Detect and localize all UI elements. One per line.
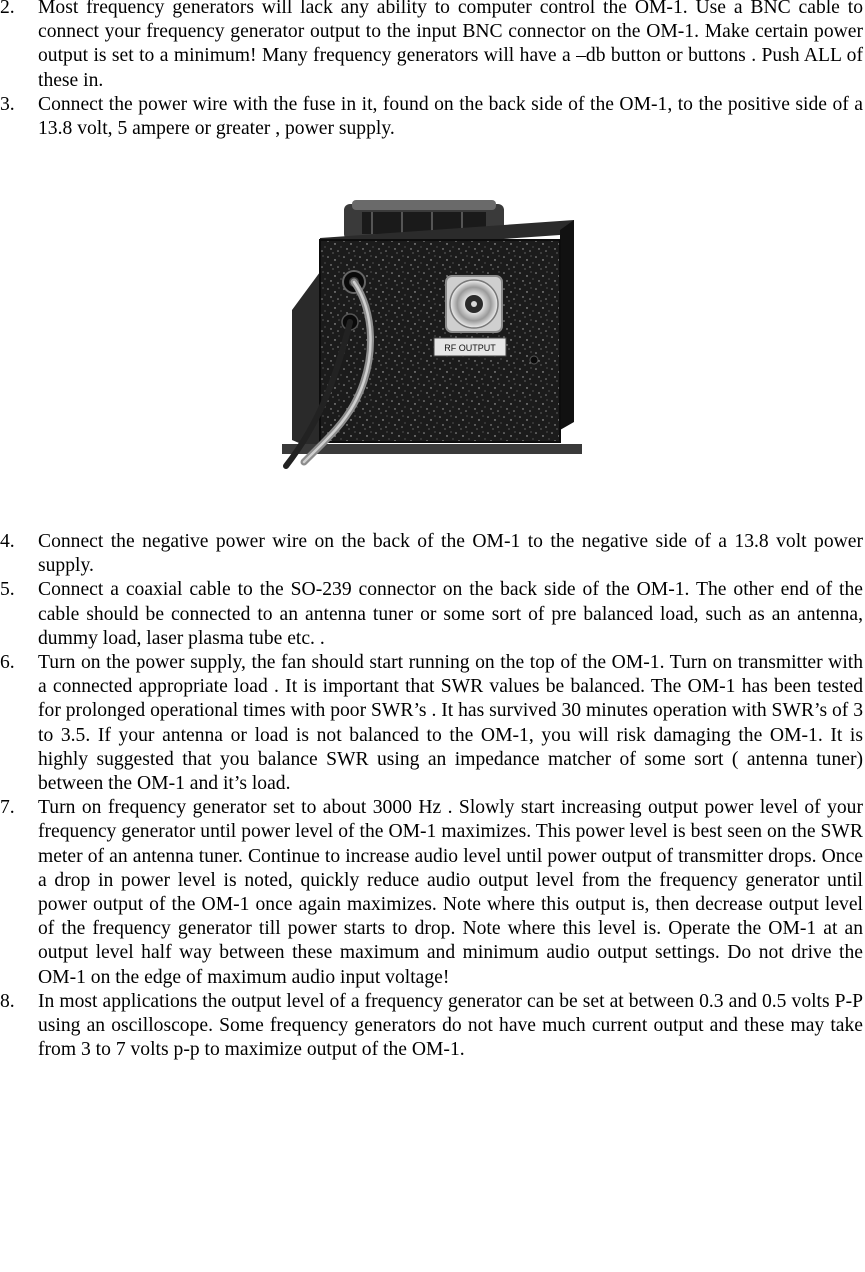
- om1-rear-panel-photo: [262, 190, 602, 470]
- step-7: [0, 796, 863, 990]
- step-6: [0, 651, 863, 796]
- step-text: In most applications the output level of a frequency generator can be set at between 0.3 and 0.5 volts P-P using an oscilloscope. Some frequency generators do not have much current output and these may take from 3 to 7 volts p-p to maximize output of the OM-1.: [38, 990, 863, 1061]
- step-number: 7.: [0, 797, 15, 819]
- step-number: 5.: [0, 579, 15, 601]
- rf-output-label: RF OUTPUT: [444, 343, 496, 353]
- step-text: Turn on frequency generator set to about 3000 Hz . Slowly start increasing output power level of your frequency generator until power level of the OM-1 maximizes. This power level is best seen on the SWR meter of an antenna tuner. Continue to increase audio level until power output of transmitter drops. Once a drop in power level is noted, quickly reduce audio output level from the frequency generator until power output of the OM-1 once again maximizes. Note where this output is, then decrease output level of the frequency generator till power starts to drop. Note where this level is. Operate the OM-1 at an output level half way between these maximum and minimum audio output settings. Do not drive the OM-1 on the edge of maximum audio input voltage!: [38, 797, 863, 988]
- step-text: Connect a coaxial cable to the SO-239 connector on the back side of the OM-1. The other end of the cable should be connected to an antenna tuner or some sort of pre balanced load, such as an antenna, dummy load, laser plasma tube etc. .: [38, 579, 863, 649]
- step-text: Turn on the power supply, the fan should start running on the top of the OM-1. Turn on transmitter with a connected appropriate load . It is important that SWR values be balanced. The OM-1 has been tested for prolonged operational times with poor SWR’s . It has survived 30 minutes operation with SWR’s of 3 to 3.5. If your antenna or load is not balanced to the OM-1, you will risk damaging the OM-1. It is highly suggested that you balance SWR using an impedance matcher of some sort ( antenna tuner) between the OM-1 and it’s load.: [38, 652, 864, 795]
- step-number: 6.: [0, 652, 15, 674]
- step-text: Connect the negative power wire on the back of the OM-1 to the negative side of a 13.8 volt power supply.: [38, 531, 863, 577]
- step-4: [0, 530, 863, 578]
- step-2: [0, 0, 863, 93]
- step-number: 3.: [0, 93, 15, 115]
- step-number: 4.: [0, 531, 15, 552]
- instruction-list-bottom: [0, 530, 863, 1062]
- step-number: 2.: [0, 0, 15, 18]
- step-5: [0, 578, 863, 651]
- step-3: [0, 93, 863, 141]
- step-number: 8.: [0, 990, 15, 1012]
- step-text: Connect the power wire with the fuse in it, found on the back side of the OM-1, to the positive side of a 13.8 volt, 5 ampere or greater , power supply.: [38, 93, 863, 140]
- step-8: [0, 990, 863, 1063]
- step-text: Most frequency generators will lack any ability to computer control the OM-1. Use a BNC cable to connect your frequency generator output to the input BNC connector on the OM-1. Make certain power output is set to a minimum! Many frequency generators will have a –db button or buttons . Push ALL of these in.: [38, 0, 863, 91]
- instruction-list-top: [0, 0, 863, 141]
